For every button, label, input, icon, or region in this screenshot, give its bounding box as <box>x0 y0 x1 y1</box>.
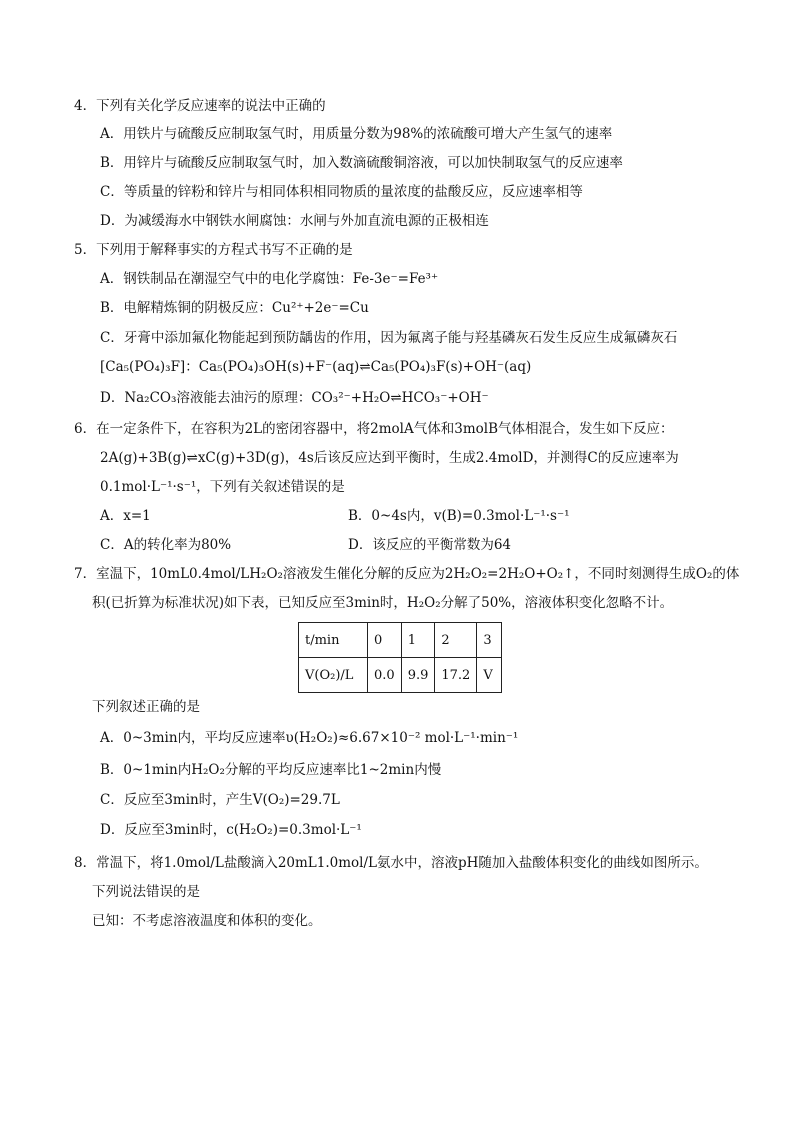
table-cell: 17.2 <box>435 658 477 693</box>
table-cell: V <box>477 658 502 693</box>
q7-option-a: A．0~3min内，平均反应速率υ(H₂O₂)≈6.67×10⁻² mol·L⁻¹·min⁻¹ <box>100 730 519 746</box>
q5-stem: 5．下列用于解释事实的方程式书写不正确的是 <box>74 242 353 258</box>
q4-option-a: A．用铁片与硫酸反应制取氢气时，用质量分数为98%的浓硫酸可增大产生氢气的速率 <box>100 126 613 142</box>
q8-prompt: 下列说法错误的是 <box>92 884 200 900</box>
q5-option-a: A．钢铁制品在潮湿空气中的电化学腐蚀：Fe-3e⁻=Fe³⁺ <box>100 271 439 287</box>
q4-option-b: B．用锌片与硫酸反应制取氢气时，加入数滴硫酸铜溶液，可以加快制取氢气的反应速率 <box>100 155 623 171</box>
q4-stem: 4．下列有关化学反应速率的说法中正确的 <box>74 98 326 114</box>
table-cell: 1 <box>401 623 435 658</box>
table-cell: 3 <box>477 623 502 658</box>
q7-data-table <box>298 622 502 693</box>
table-row <box>299 658 502 693</box>
q7-option-b: B．0~1min内H₂O₂分解的平均反应速率比1~2min内慢 <box>100 762 442 778</box>
q4-option-c: C．等质量的锌粉和锌片与相同体积相同物质的量浓度的盐酸反应，反应速率相等 <box>100 184 583 200</box>
table-cell: 0.0 <box>368 658 402 693</box>
q7-stem-line2: 积(已折算为标准状况)如下表，已知反应至3min时，H₂O₂分解了50%，溶液体积变化忽略不计。 <box>92 595 674 611</box>
table-cell: V(O₂)/L <box>299 658 368 693</box>
q7-stem-line1: 7．室温下，10mL0.4mol/LH₂O₂溶液发生催化分解的反应为2H₂O₂=2H₂O+O₂↑，不同时刻测得生成O₂的体 <box>74 566 740 582</box>
q6-stem-line3: 0.1mol·L⁻¹·s⁻¹，下列有关叙述错误的是 <box>100 479 345 495</box>
q8-note: 已知：不考虑溶液温度和体积的变化。 <box>92 913 322 929</box>
table-cell: t/min <box>299 623 368 658</box>
table-cell: 0 <box>368 623 402 658</box>
q5-option-d: D．Na₂CO₃溶液能去油污的原理：CO₃²⁻+H₂O⇌HCO₃⁻+OH⁻ <box>100 390 489 406</box>
q6-stem-line2: 2A(g)+3B(g)⇌xC(g)+3D(g)，4s后该反应达到平衡时，生成2.4molD，并测得C的反应速率为 <box>100 450 679 466</box>
q5-option-c-line1: C．牙膏中添加氟化物能起到预防龋齿的作用，因为氟离子能与羟基磷灰石发生反应生成氟磷灰石 <box>100 330 678 346</box>
q6-option-c: C．A的转化率为80% <box>100 537 232 553</box>
q6-option-a: A．x=1 <box>100 508 151 524</box>
q4-option-d: D．为减缓海水中钢铁水闸腐蚀：水闸与外加直流电源的正极相连 <box>100 213 489 229</box>
table-cell: 2 <box>435 623 477 658</box>
table-cell: 9.9 <box>401 658 435 693</box>
q8-stem: 8．常温下，将1.0mol/L盐酸滴入20mL1.0mol/L氨水中，溶液pH随加入盐酸体积变化的曲线如图所示。 <box>74 855 708 871</box>
table-row <box>299 623 502 658</box>
q7-option-d: D．反应至3min时，c(H₂O₂)=0.3mol·L⁻¹ <box>100 822 362 838</box>
q6-option-d: D．该反应的平衡常数为64 <box>348 537 512 553</box>
q7-prompt: 下列叙述正确的是 <box>92 699 200 715</box>
q6-option-b: B．0~4s内，v(B)=0.3mol·L⁻¹·s⁻¹ <box>348 508 570 524</box>
q5-option-c-line2: [Ca₅(PO₄)₃F]：Ca₅(PO₄)₃OH(s)+F⁻(aq)⇌Ca₅(PO₄)₃F(s)+OH⁻(aq) <box>100 359 532 375</box>
q7-option-c: C．反应至3min时，产生V(O₂)=29.7L <box>100 792 340 808</box>
q5-option-b: B．电解精炼铜的阴极反应：Cu²⁺+2e⁻=Cu <box>100 300 369 316</box>
q6-stem-line1: 6．在一定条件下，在容积为2L的密闭容器中，将2molA气体和3molB气体相混合，发生如下反应： <box>74 421 674 437</box>
